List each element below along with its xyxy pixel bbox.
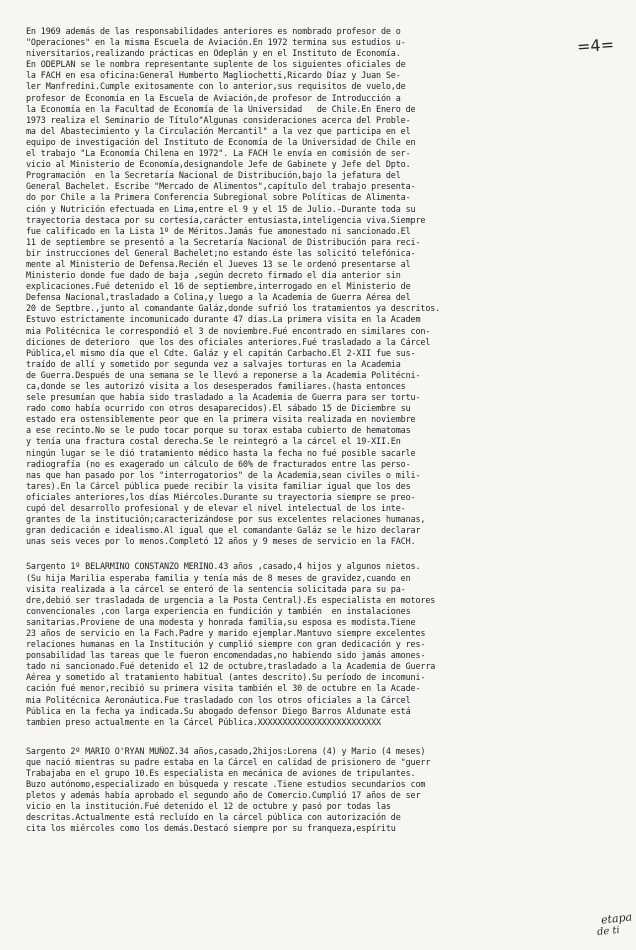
text-line: Estuvo estrictamente incomunicado durante 47 días.La primera visita en la Academ bbox=[26, 314, 421, 325]
text-line: Sargento 2º MARIO O'RYAN MUÑOZ.34 años,casado,2hijos:Lorena (4) y Mario (4 meses) bbox=[26, 745, 426, 756]
text-line: que nació mientras su padre estaba en la Cárcel en calidad de prisionero de "guerr bbox=[26, 756, 431, 767]
text-line: vicio en la institución.Fué detenido el 12 de octubre y pasó por todas las bbox=[26, 801, 391, 812]
text-line: profesor de Economía en la Escuela de Aviación,de profesor de Introducción a bbox=[26, 92, 401, 103]
text-line: explicaciones.Fué detenido el 16 de septiembre,interrogado en el Ministerio de bbox=[26, 281, 411, 292]
text-line: Sargento 1º BELARMINO CONSTANZO MERINO.43 años ,casado,4 hijos y algunos nietos. bbox=[26, 561, 421, 572]
text-line: convencionales ,con larga experiencia en fundición y también en instalaciones bbox=[26, 605, 411, 616]
text-line: Pública en la fecha ya indicada.Su abogado defensor Diego Barros Aldunate está bbox=[26, 705, 411, 716]
text-line: traído de allí y sometido por segunda vez a salvajes torturas en la Academia bbox=[26, 358, 401, 369]
text-line: mia Politécnica le correspondió el 3 de noviembre.Fué encontrado en similares con- bbox=[26, 325, 431, 336]
text-line: tado ni sancionado.Fué detenido el 12 de octubre,trasladado a la Academia de Guerra bbox=[26, 661, 436, 672]
text-line: equipo de investigación del Instituto de Economía de la Universidad de Chile en bbox=[26, 136, 416, 147]
text-line: estado era ostensiblemente peor que en la primera visita realizada en noviembre bbox=[26, 414, 416, 425]
text-line: "Operaciones" en la misma Escuela de Aviación.En 1972 termina sus estudios u- bbox=[26, 37, 406, 48]
text-line: la FACH en esa oficina:General Humberto Magliochetti,Ricardo Díaz y Juan Se- bbox=[26, 70, 401, 81]
text-line: mia Politécnica Aeronáutica.Fue trasladado con los otros oficiales a la Cárcel bbox=[26, 694, 411, 705]
text-line: pletos y además había aprobado el segundo año de Comercio.Cumplió 17 años de ser bbox=[26, 790, 421, 801]
text-line: bir instrucciones del General Bachelet;no estando éste las solicitó telefónica- bbox=[26, 247, 416, 258]
text-line: Pública,el mismo día que el Cdte. Galáz y el capitán Carbacho.El 2-XII fue sus- bbox=[26, 347, 416, 358]
text-line: diciones de deterioro que los des oficiales anteriores.Fué trasladado a la Cárcel bbox=[26, 336, 431, 347]
text-line: descritas.Actualmente está recluído en la cárcel pública con autorización de bbox=[26, 812, 401, 823]
paragraph-2-sargento-constanzo bbox=[26, 561, 614, 727]
paragraph-3-sargento-oryan bbox=[26, 746, 614, 835]
text-line: niversitarios,realizando prácticas en Odeplán y en el Instituto de Economía. bbox=[26, 48, 401, 59]
text-line: a ese recinto.No se le pudo tocar porque su torax estaba cubierto de hematomas bbox=[26, 425, 411, 436]
text-line: oficiales anteriores,los días Miércoles.Durante su trayectoria siempre se preo- bbox=[26, 491, 416, 502]
text-line: do por Chile a la Primera Conferencia Subregional sobre Políticas de Alimenta- bbox=[26, 192, 411, 203]
text-line: gran dedicación e idealismo.Al igual que el comandante Galáz se le hizo declarar bbox=[26, 525, 421, 536]
text-line: En ODEPLAN se le nombra representante suplente de los siguientes oficiales de bbox=[26, 59, 406, 70]
text-line: tambien preso actualmente en la Cárcel Pública.XXXXXXXXXXXXXXXXXXXXXXXXX bbox=[26, 716, 381, 727]
text-line: 11 de septiembre se presentó a la Secretaría Nacional de Distribución para reci- bbox=[26, 236, 421, 247]
text-line: de Guerra.Después de una semana se le llevó a reponerse a la Academia Politécni- bbox=[26, 369, 421, 380]
handwritten-note: etapa bbox=[600, 910, 633, 927]
text-line: En 1969 además de las responsabilidades anteriores es nombrado profesor de o bbox=[26, 26, 401, 36]
text-line: Programación en la Secretaría Nacional de Distribución,bajo la jefatura del bbox=[26, 170, 401, 181]
text-line: ma del Abastecimiento y la Circulación Mercantil" a la vez que participa en el bbox=[26, 125, 411, 136]
handwritten-note: de ti bbox=[596, 924, 621, 939]
text-line: sanitarias.Proviene de una modesta y honrada familia,su esposa es modista.Tiene bbox=[26, 616, 416, 627]
text-line: radiografía (no es exagerado un cálculo de 60% de fracturados entre las perso- bbox=[26, 458, 411, 469]
text-line: General Bachelet. Escribe "Mercado de Alimentos",capítulo del trabajo presenta- bbox=[26, 181, 416, 192]
text-line: 23 años de servicio en la Fach.Padre y marido ejemplar.Mantuvo siempre excelentes bbox=[26, 627, 426, 638]
paragraph-1 bbox=[26, 26, 614, 547]
text-line: Buzo autónomo,especializado en búsqueda y rescate .Tiene estudios secundarios com bbox=[26, 779, 426, 790]
text-line: Aérea y sometido al tratamiento habitual (antes descrito).Su período de incomuni- bbox=[26, 672, 426, 683]
text-line: 20 de Septbre.,junto al comandante Galáz,donde sufrió los tratamientos ya descritos. bbox=[26, 303, 441, 314]
text-line: (Su hija Marilia esperaba familia y tenía más de 8 meses de gravidez,cuando en bbox=[26, 572, 411, 583]
text-line: mente al Ministerio de Defensa.Recién el Jueves 13 se le ordenó presentarse al bbox=[26, 258, 411, 269]
text-line: sele presumían que había sido trasladado a la Academia de Guerra para ser tortu- bbox=[26, 392, 421, 403]
text-line: Ministerio donde fue dado de baja ,según decreto firmado el día anterior sin bbox=[26, 270, 401, 281]
text-line: la Economía en la Facultad de Economía de la Universidad de Chile.En Enero de bbox=[26, 103, 416, 114]
text-line: fue calificado en la Lista 1º de Méritos.Jamás fue amonestado ni sancionado.El bbox=[26, 225, 411, 236]
text-line: rado como había ocurrido con otros desaparecidos).El sábado 15 de Diciembre su bbox=[26, 403, 411, 414]
text-line: ponsabilidad las tareas que le fueron encomendadas,no habiendo sido jamás amones- bbox=[26, 650, 426, 661]
paragraph-gap bbox=[26, 547, 614, 561]
text-line: unas seis veces por lo menos.Completó 12 años y 9 meses de servicio en la FACH. bbox=[26, 536, 416, 547]
text-line: ción y Nutrición efectuada en Lima,entre el 9 y el 15 de Julio.-Durante toda su bbox=[26, 203, 416, 214]
text-line: grantes de la institución;caracterizándose por sus excelentes relaciones humanas, bbox=[26, 514, 426, 525]
text-line: trayectoria destaca por su cortesía,carácter entusiasta,inteligencia viva.Siempre bbox=[26, 214, 426, 225]
text-line: relaciones humanas en la Institución y cumplió siempre con gran dedicación y res- bbox=[26, 639, 426, 650]
text-line: y tenía una fractura costal derecha.Se le reintegró a la cárcel el 19-XII.En bbox=[26, 436, 401, 447]
text-line: Trabajaba en el grupo 10.Es especialista en mecánica de aviones de tripulantes. bbox=[26, 768, 416, 778]
text-line: dre,debió ser trasladada de urgencia a la Posta Central).Es especialista en motores bbox=[26, 594, 436, 605]
text-line: 1973 realiza el Seminario de Título"Algunas consideraciones acerca del Proble- bbox=[26, 114, 411, 125]
text-line: Defensa Nacional,trasladado a Colina,y luego a la Academia de Guerra Aérea del bbox=[26, 292, 411, 303]
text-line: nas que han pasado por los "interrogatorios" de la Academia,sean civiles o mili- bbox=[26, 469, 421, 480]
text-line: cación fué menor,recibió su primera visita también el 30 de octubre en la Acade- bbox=[26, 683, 421, 694]
paragraph-gap bbox=[26, 728, 614, 746]
text-line: ca,donde se les autorizó visita a los desesperados familiares.(hasta entonces bbox=[26, 381, 406, 391]
text-line: vicio al Ministerio de Economía,designandole Jefe de Gabinete y Jefe del Dpto. bbox=[26, 159, 411, 170]
text-line: tares).En la Cárcel pública puede recibir la visita familiar igual que los des bbox=[26, 480, 411, 491]
text-line: cita los miércoles como los demás.Destacó siempre por su franqueza,espíritu bbox=[26, 823, 396, 834]
text-line: el trabajo "La Economía Chilena en 1972". La FACH le envía en comisión de ser- bbox=[26, 148, 411, 159]
text-line: cupó del desarrollo profesional y de elevar el nivel intelectual de los inte- bbox=[26, 503, 406, 514]
margin-page-number-note: =4= bbox=[576, 34, 615, 57]
text-line: ningún lugar se le dió tratamiento médico hasta la fecha no fué posible sacarle bbox=[26, 447, 416, 458]
text-line: ler Manfredini.Cumple exitosamente con lo anterior,sus requisitos de vuelo,de bbox=[26, 81, 406, 92]
text-line: visita realizada a la cárcel se enteró de la sentencia solicitada para su pa- bbox=[26, 583, 406, 594]
